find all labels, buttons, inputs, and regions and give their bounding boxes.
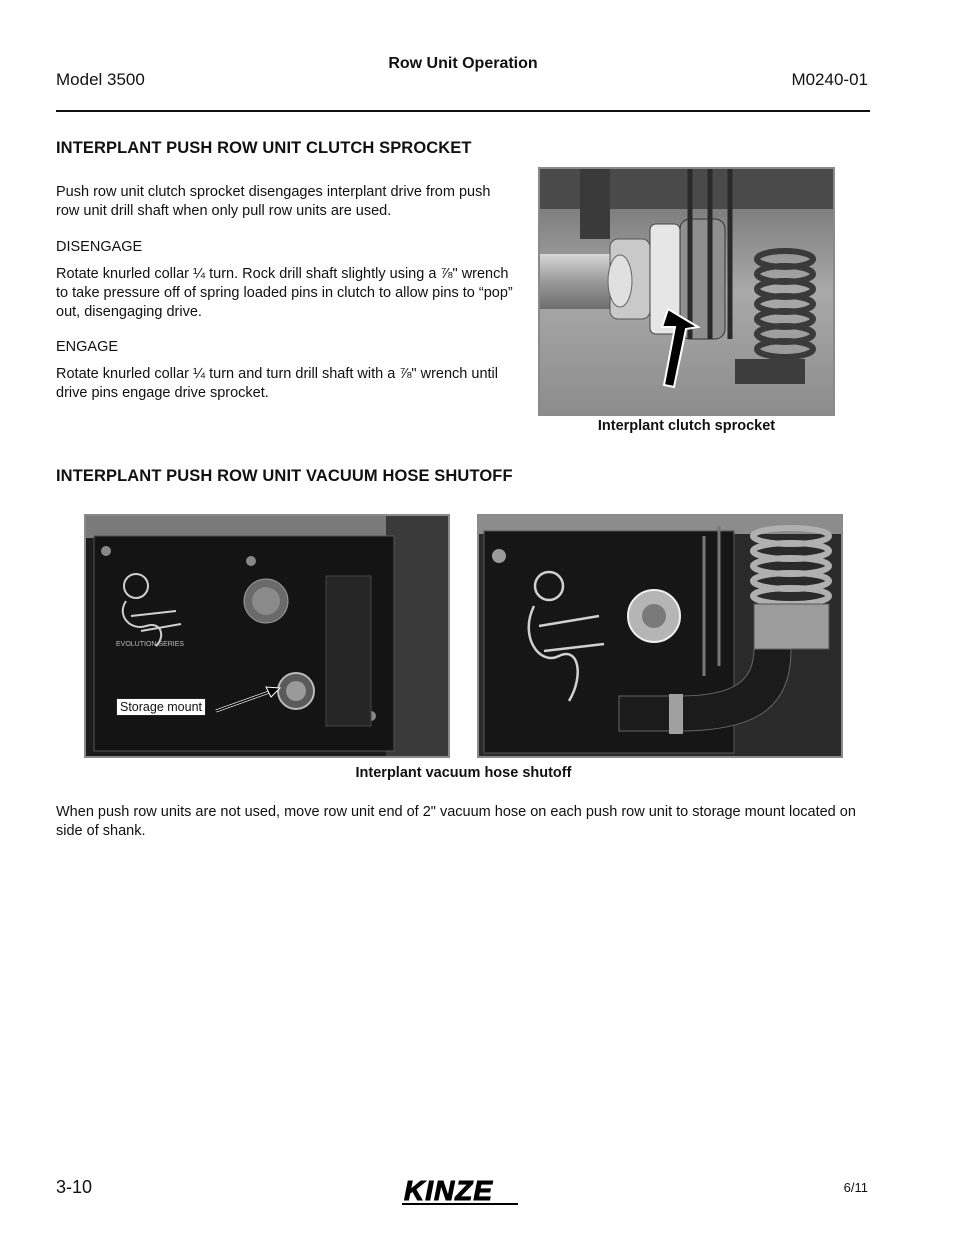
engage-paragraph: Rotate knurled collar ¼ turn and turn drill shaft with a ⅞" wrench until drive pins engage drive sprocket. — [56, 366, 498, 401]
model-label: Model 3500 — [56, 70, 145, 89]
kinze-logo — [400, 1173, 524, 1212]
clutch-sprocket-caption: Interplant clutch sprocket — [597, 418, 776, 434]
vacuum-hose-photo — [477, 514, 843, 758]
vacuum-hose-paragraph: When push row units are not used, move row unit end of 2" vacuum hose on each push row unit to storage mount located on side of shank. — [56, 804, 856, 839]
disengage-heading: DISENGAGE — [56, 239, 143, 255]
disengage-paragraph: Rotate knurled collar ¼ turn. Rock drill shaft slightly using a ⅞" wrench to take pressure off of spring loaded pins in clutch to allow pins to “pop” out, disengaging drive. — [56, 266, 513, 320]
clutch-intro-paragraph: Push row unit clutch sprocket disengages interplant drive from push row unit drill shaft when only pull row units are used. — [56, 184, 491, 219]
clutch-sprocket-heading: INTERPLANT PUSH ROW UNIT CLUTCH SPROCKET — [56, 139, 472, 157]
page-number: 3-10 — [56, 1177, 93, 1197]
storage-mount-photo — [84, 514, 450, 758]
engage-heading: ENGAGE — [56, 339, 119, 355]
clutch-sprocket-photo — [538, 167, 835, 416]
storage-mount-callout: Storage mount — [116, 698, 206, 716]
document-number: M0240-01 — [791, 70, 868, 89]
evolution-series-emblem: EVOLUTION SERIES — [116, 641, 185, 648]
vacuum-hose-heading: INTERPLANT PUSH ROW UNIT VACUUM HOSE SHUTOFF — [56, 467, 513, 485]
section-title: Row Unit Operation — [388, 55, 538, 72]
revision-date: 6/11 — [843, 1180, 868, 1195]
header-rule — [56, 110, 870, 112]
vacuum-hose-caption: Interplant vacuum hose shutoff — [355, 765, 572, 781]
kinze-logo-text: KINZE — [404, 1175, 493, 1206]
